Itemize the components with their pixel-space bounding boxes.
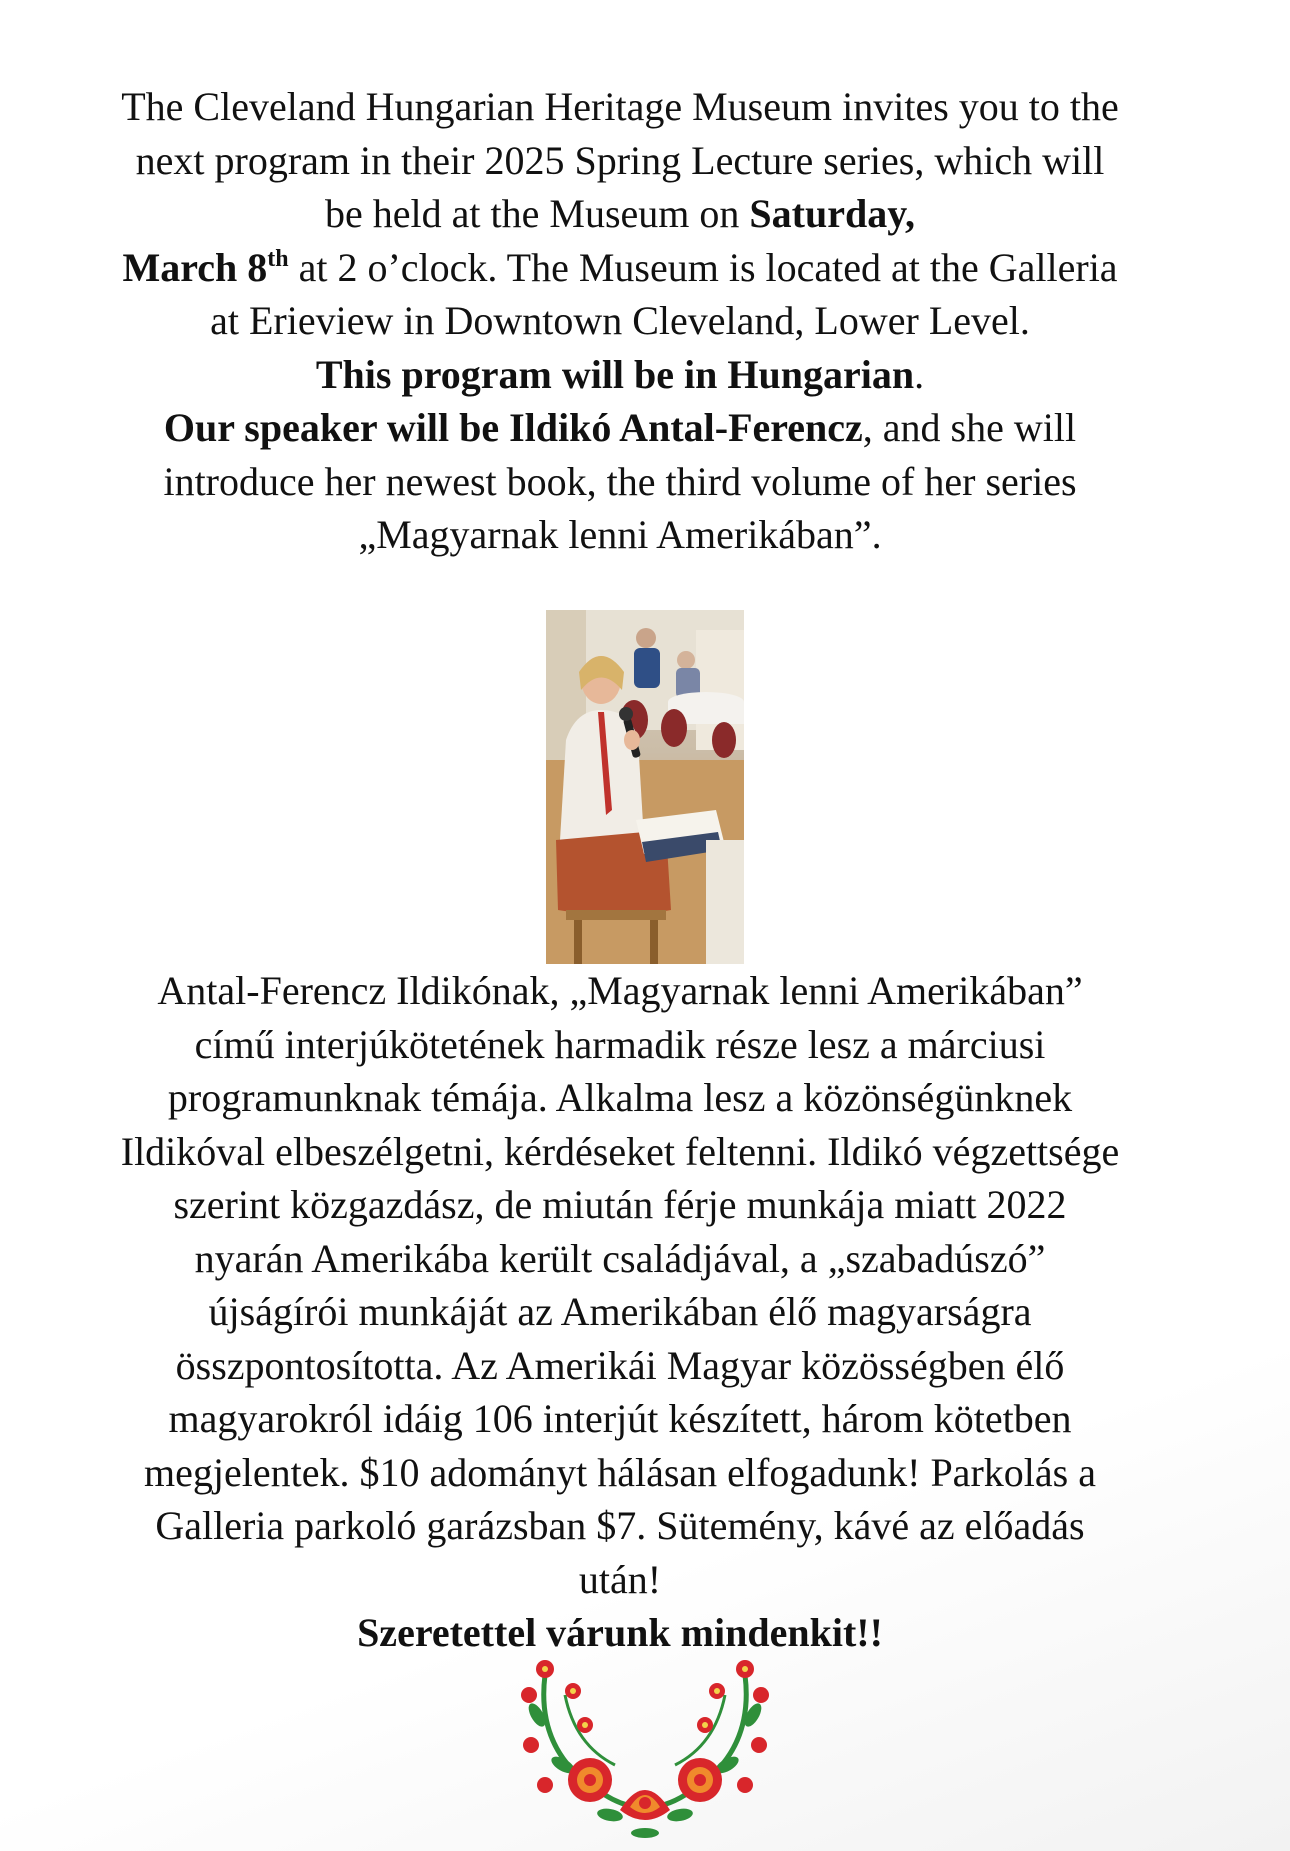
intro-text: The Cleveland Hungarian Heritage Museum invites you to the next program in their 2025 Spring Lecture series, which will be held at the Museum on Saturday, March 8th at 2 o’clock. The Museum is located at the Galleria at Erieview in Downtown Cleveland, Lower Level. This program will be in Hungarian. Our speaker will be Ildikó Antal-Ferencz, and she will introduce her newest book, the third volume of her series „Magyarnak lenni Amerikában”.: [121, 84, 1119, 557]
intro-paragraph: The Cleveland Hungarian Heritage Museum invites you to the next program in their 2025 Spring Lecture series, which will be held at the Museum on: [121, 84, 1119, 236]
language-notice: This program will be in Hungarian: [315, 351, 915, 397]
speaker-name: Our speaker will be Ildikó Antal-Ferencz: [163, 405, 863, 450]
hungarian-text: [120, 964, 1120, 1660]
flower-garland-icon: [515, 1655, 775, 1840]
speaker-photo: [546, 610, 744, 964]
speaker-description: , and she will introduce her newest book, the third volume of her series „Magyarnak lenni Amerikában”.: [163, 405, 1077, 557]
hungarian-paragraph: Antal-Ferencz Ildikónak, „Magyarnak lenni Amerikában” című interjúkötetének harmadik része lesz a márciusi programunknak témája. Alkalma lesz a közönségünknek Ildikóval elbeszélgetni, kérdéseket feltenni. Ildikó végzettsége szerint közgazdász, de miután férje munkája miatt 2022 nyarán Amerikába került családjával, a „szabadúszó” újságírói munkáját az Amerikában élő magyarságra összpontosította. Az Amerikái Magyar közösségben élő magyarokról idáig 106 interjút készített, három kötetben megjelentek. $10 adományt hálásan elfogadunk! Parkolás a Galleria parkoló garázsban $7. Sütemény, kávé az előadás után!: [120, 968, 1120, 1602]
intro-location: at 2 o’clock. The Museum is located at the Galleria at Erieview in Downtown Cleveland, Lower Level.: [210, 244, 1118, 343]
event-day: Saturday,: [749, 191, 915, 236]
closing-line: Szeretettel várunk mindenkit!!: [357, 1610, 883, 1655]
event-date: March 8th: [122, 244, 289, 290]
